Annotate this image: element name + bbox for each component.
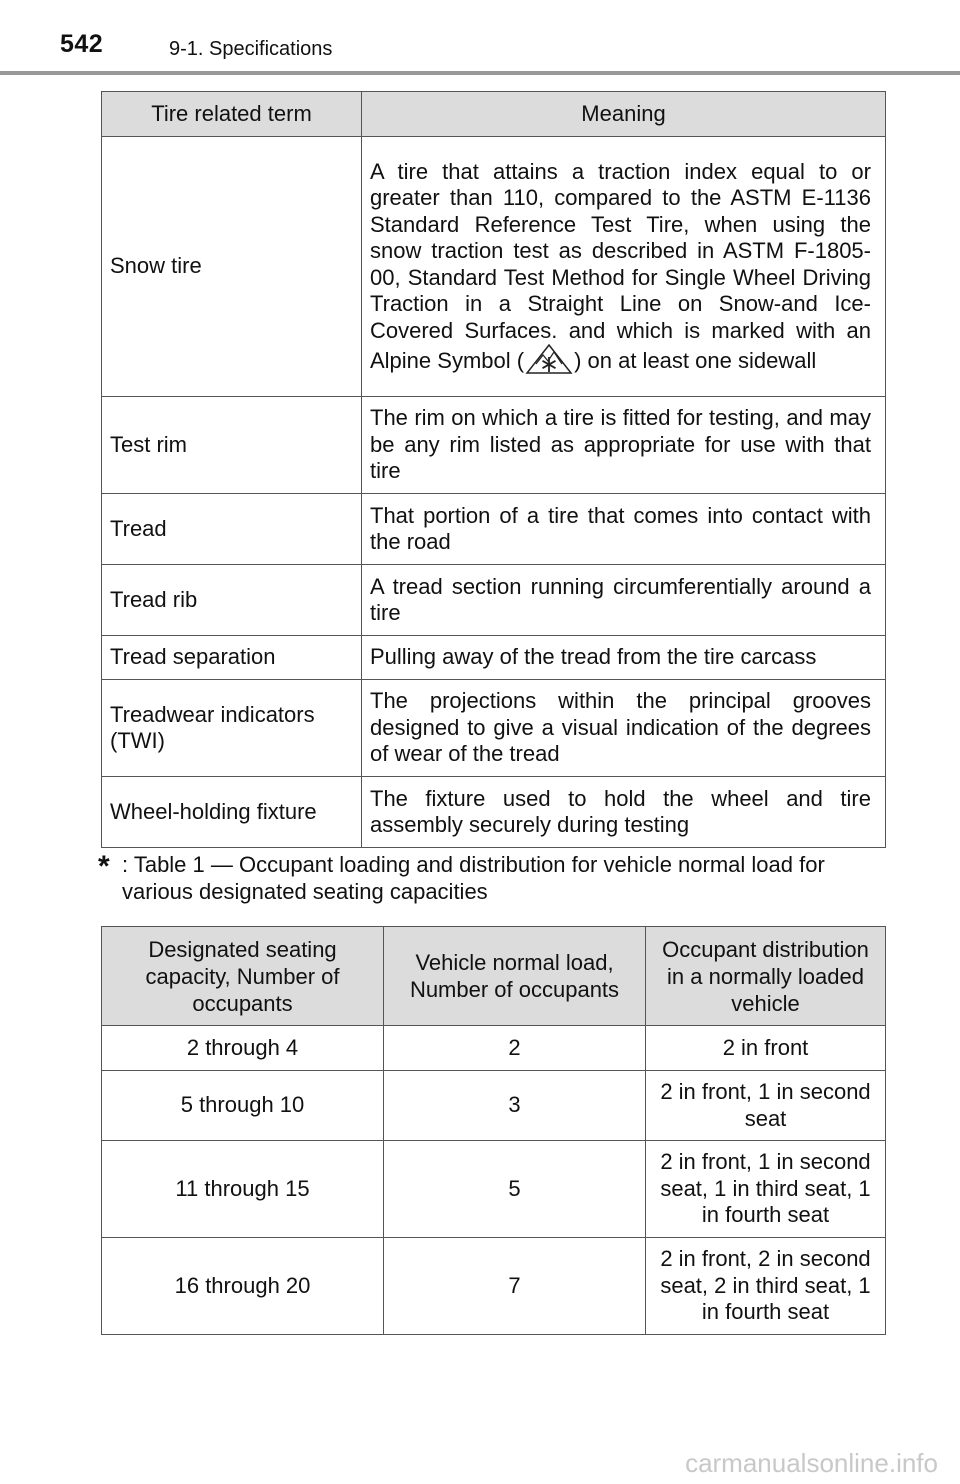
- table-cell: 16 through 20: [102, 1238, 384, 1335]
- table-cell: 2 in front, 1 in second seat, 1 in third seat, 1 in fourth seat: [646, 1141, 886, 1238]
- alpine-snowflake-icon: [524, 344, 574, 374]
- column-header-normal-load: Vehicle normal load, Number of occupants: [384, 927, 646, 1026]
- table-row: [102, 636, 886, 680]
- table-row: [102, 1071, 886, 1141]
- table-cell: 2 through 4: [102, 1026, 384, 1071]
- column-header-seating-capacity: Designated seating capacity, Number of occupants: [102, 927, 384, 1026]
- table-row: [102, 777, 886, 848]
- footnote-text: : Table 1 — Occupant loading and distribution for vehicle normal load for various designated seating capacities: [122, 852, 825, 904]
- table-header-row: [102, 927, 886, 1026]
- term-line: (TWI): [110, 728, 165, 753]
- column-header-meaning: Meaning: [362, 92, 886, 137]
- meaning-cell: Pulling away of the tread from the tire carcass: [362, 636, 886, 680]
- meaning-cell: That portion of a tire that comes into contact with the road: [362, 494, 886, 565]
- table-row: [102, 1238, 886, 1335]
- footnote-marker: *: [98, 850, 110, 883]
- meaning-text: A tire that attains a traction index equal to or greater than 110, compared to the ASTM E-1136 Standard Reference Test Tire, when using the snow traction test as described in ASTM F-1805-00, Standard Test Method for Single Wheel Driving Traction in a Straight Line on Snow-and Ice-Covered Surfaces. and which is marked with an Alpine Symbol (: [370, 158, 871, 373]
- table-cell: 2 in front, 2 in second seat, 2 in third seat, 1 in fourth seat: [646, 1238, 886, 1335]
- table-row: [102, 137, 886, 397]
- footnote: [98, 851, 888, 905]
- meaning-cell: [362, 137, 886, 397]
- header-rule: [0, 71, 960, 75]
- table-cell: 2 in front: [646, 1026, 886, 1071]
- table-header-row: [102, 92, 886, 137]
- table-row: [102, 494, 886, 565]
- meaning-cell: The rim on which a tire is fitted for testing, and may be any rim listed as appropriate for use with that tire: [362, 397, 886, 494]
- table-cell: 5 through 10: [102, 1071, 384, 1141]
- table-row: [102, 565, 886, 636]
- table-cell: 7: [384, 1238, 646, 1335]
- occupant-loading-table: [101, 926, 886, 1335]
- table-cell: 5: [384, 1141, 646, 1238]
- table-row: [102, 397, 886, 494]
- term-cell: Wheel-holding fixture: [102, 777, 362, 848]
- meaning-cell: A tread section running circumferentially around a tire: [362, 565, 886, 636]
- term-cell: Tread: [102, 494, 362, 565]
- term-cell: [102, 680, 362, 777]
- table-cell: 3: [384, 1071, 646, 1141]
- page-header: [0, 0, 960, 76]
- table-cell: 2: [384, 1026, 646, 1071]
- page-number: 542: [60, 30, 104, 58]
- meaning-cell: The fixture used to hold the wheel and tire assembly securely during testing: [362, 777, 886, 848]
- table-row: [102, 1141, 886, 1238]
- term-cell: Tread separation: [102, 636, 362, 680]
- term-cell: Snow tire: [102, 137, 362, 397]
- meaning-cell: The projections within the principal grooves designed to give a visual indication of the degrees of wear of the tread: [362, 680, 886, 777]
- term-cell: Test rim: [102, 397, 362, 494]
- table-cell: 11 through 15: [102, 1141, 384, 1238]
- meaning-text-end: ) on at least one sidewall: [574, 348, 817, 373]
- term-cell: Tread rib: [102, 565, 362, 636]
- column-header-distribution: Occupant distribution in a normally loaded vehicle: [646, 927, 886, 1026]
- table-row: [102, 1026, 886, 1071]
- section-title: 9-1. Specifications: [169, 38, 333, 60]
- watermark: carmanualsonline.info: [685, 1448, 938, 1478]
- table-row: [102, 680, 886, 777]
- term-line: Treadwear indicators: [110, 701, 315, 727]
- column-header-term: Tire related term: [102, 92, 362, 137]
- table-cell: 2 in front, 1 in second seat: [646, 1071, 886, 1141]
- tire-terms-table: [101, 91, 886, 848]
